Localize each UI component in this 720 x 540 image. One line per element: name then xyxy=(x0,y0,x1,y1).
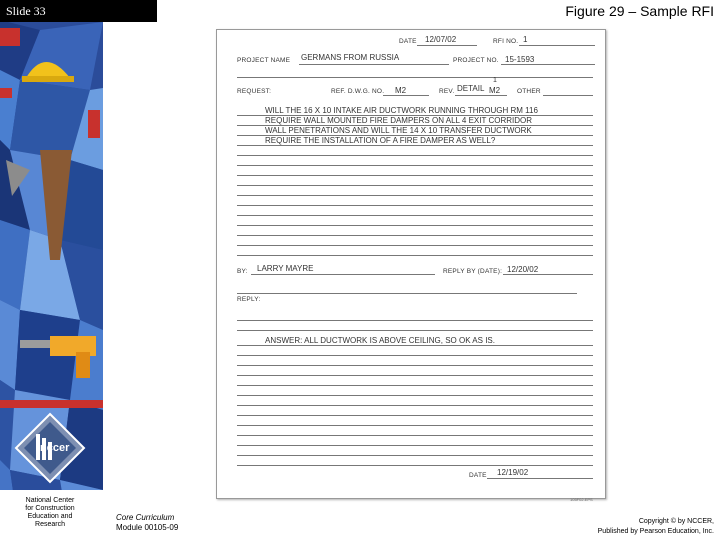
request-rule xyxy=(237,195,593,196)
by-label: BY: xyxy=(237,268,248,275)
reply-rule xyxy=(237,455,593,456)
figure-title: Figure 29 – Sample RFI xyxy=(565,3,714,19)
request-rule xyxy=(237,175,593,176)
request-rule xyxy=(237,225,593,226)
other-line xyxy=(543,95,593,96)
request-rule xyxy=(237,185,593,186)
date-value: 12/07/02 xyxy=(425,35,457,44)
rev-label: REV. xyxy=(439,88,455,95)
reply-rule xyxy=(237,320,593,321)
request-rule xyxy=(237,165,593,166)
request-label: REQUEST: xyxy=(237,88,272,95)
request-rule xyxy=(237,115,593,116)
rfi-line xyxy=(519,45,595,46)
copyright xyxy=(598,517,714,537)
bottom-date-value: 12/19/02 xyxy=(497,468,529,477)
project-no-value: 15-1593 xyxy=(505,55,535,64)
request-rule xyxy=(237,215,593,216)
date-line xyxy=(417,45,477,46)
ref-dwg-value: M2 xyxy=(395,86,407,95)
project-name-label: PROJECT NAME xyxy=(237,57,291,64)
answer-text: ANSWER: ALL DUCTWORK IS ABOVE CEILING, SO OK AS IS. xyxy=(265,336,495,345)
reply-rule xyxy=(237,445,593,446)
by-value: LARRY MAYRE xyxy=(257,264,314,273)
date-label: DATE xyxy=(399,38,417,45)
nccer-logo xyxy=(14,412,86,484)
reply-rule xyxy=(237,425,593,426)
reply-by-label: REPLY BY (DATE): xyxy=(443,268,503,275)
reply-rule xyxy=(237,355,593,356)
header-divider xyxy=(237,77,593,78)
project-no-line xyxy=(501,64,595,65)
slide-number: Slide 33 xyxy=(0,0,157,22)
project-name-line xyxy=(299,64,449,65)
reply-rule xyxy=(237,375,593,376)
reply-rule xyxy=(237,385,593,386)
reply-by-value: 12/20/02 xyxy=(507,265,539,274)
project-no-label: PROJECT NO. xyxy=(453,57,499,64)
reply-rule xyxy=(237,330,593,331)
detail-sheet: M2 xyxy=(489,86,501,95)
reply-rule xyxy=(237,465,593,466)
org-line: for Construction xyxy=(25,505,75,512)
reply-rule xyxy=(237,435,593,436)
copyright-line: Published by Pearson Education, Inc. xyxy=(597,528,714,535)
request-rule xyxy=(237,155,593,156)
reply-by-line xyxy=(503,274,593,275)
request-line-4: REQUIRE THE INSTALLATION OF A FIRE DAMPER AS WELL? xyxy=(265,136,496,145)
request-rule xyxy=(237,145,593,146)
reply-rule xyxy=(237,395,593,396)
organization-name xyxy=(5,497,95,529)
course-module: Module 00105-09 xyxy=(116,523,179,532)
project-name-value: GERMANS FROM RUSSIA xyxy=(301,53,400,62)
request-line-3: WALL PENETRATIONS AND WILL THE 14 X 10 TRANSFER DUCTWORK xyxy=(265,126,532,135)
bottom-date-label: DATE xyxy=(469,472,487,479)
reply-label: REPLY: xyxy=(237,296,261,303)
by-line xyxy=(251,274,435,275)
course-title: Core Curriculum xyxy=(116,513,175,522)
reply-rule xyxy=(237,415,593,416)
rfi-form xyxy=(216,29,606,499)
request-rule xyxy=(237,205,593,206)
ref-dwg-label: REF. D.W.G. NO. xyxy=(331,88,385,95)
mosaic-sidebar-image xyxy=(0,0,103,540)
request-line-2: REQUIRE WALL MOUNTED FIRE DAMPERS ON ALL 4 EXIT CORRIDOR xyxy=(265,116,533,125)
request-rule xyxy=(237,135,593,136)
rev-line xyxy=(455,95,507,96)
bottom-date-line xyxy=(487,478,593,479)
nccer-logo-text: nccer xyxy=(40,442,70,454)
org-line: Education and xyxy=(27,513,73,520)
detail-value: DETAIL xyxy=(457,84,485,93)
org-line: National Center xyxy=(25,497,75,504)
request-rule xyxy=(237,255,593,256)
reply-divider xyxy=(237,293,577,294)
rfi-label: RFI NO. xyxy=(493,38,519,45)
org-line: Research xyxy=(35,521,65,528)
request-rule xyxy=(237,235,593,236)
request-rule xyxy=(237,125,593,126)
other-label: OTHER xyxy=(517,88,541,95)
rfi-value: 1 xyxy=(523,35,528,44)
detail-marker: 1 xyxy=(493,77,497,84)
request-rule xyxy=(237,245,593,246)
request-line-1: WILL THE 16 X 10 INTAKE AIR DUCTWORK RUNNING THROUGH RM 116 xyxy=(265,106,538,115)
figure-file-code: 105F02.EPS xyxy=(570,497,593,502)
reply-rule xyxy=(237,365,593,366)
reply-rule xyxy=(237,345,593,346)
copyright-line: Copyright © by NCCER, xyxy=(638,518,714,525)
ref-dwg-line xyxy=(383,95,429,96)
reply-rule xyxy=(237,405,593,406)
course-info xyxy=(116,513,178,533)
